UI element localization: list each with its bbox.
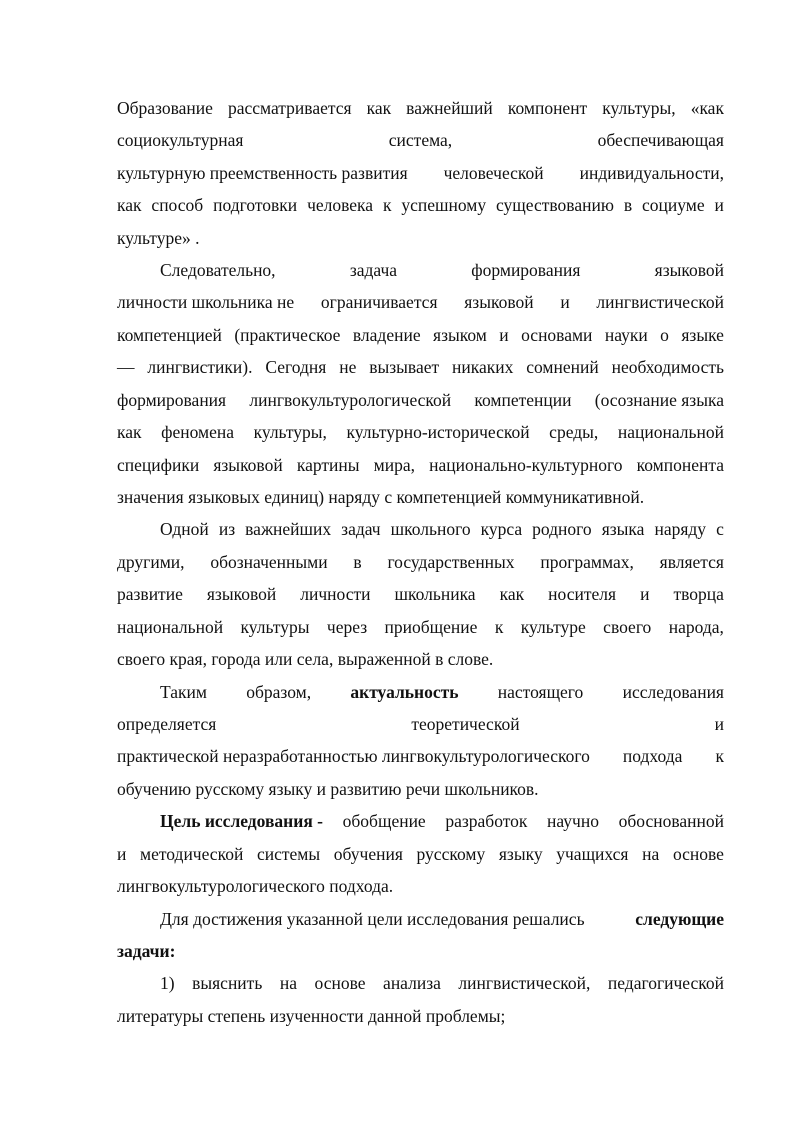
word: среды, xyxy=(549,422,599,442)
word: важнейших xyxy=(245,519,332,539)
word: задача xyxy=(349,260,398,280)
word: Сегодня xyxy=(265,357,327,377)
word: задач xyxy=(341,519,381,539)
word: языковой xyxy=(464,292,534,312)
word: национально-культурного xyxy=(429,455,623,475)
paragraph-3-line-4 xyxy=(117,616,724,638)
paragraph-2-line-4 xyxy=(117,356,724,378)
word: и xyxy=(560,292,570,312)
word: к xyxy=(715,746,724,766)
word: на xyxy=(279,973,297,993)
paragraph-6-line-2 xyxy=(117,940,724,962)
word: культурную преемственность развития xyxy=(117,163,408,183)
word: культуре xyxy=(520,617,586,637)
word: культуры, xyxy=(602,98,676,118)
word: мира, xyxy=(373,455,415,475)
word: и xyxy=(714,714,724,734)
word: и xyxy=(117,844,127,864)
paragraph-4-line-3 xyxy=(117,745,724,767)
word: своего края, города или села, выраженной в слове. xyxy=(117,649,494,669)
word: обучения xyxy=(333,844,403,864)
word: наряду xyxy=(654,519,707,539)
word: в xyxy=(353,552,362,572)
word: человеческой xyxy=(443,163,544,183)
word: культуры, xyxy=(253,422,327,442)
paragraph-1-line-3 xyxy=(117,162,724,184)
word: формирования xyxy=(117,390,227,410)
word: языковой xyxy=(206,584,277,604)
word: о xyxy=(660,325,669,345)
word: культурно-исторической xyxy=(346,422,530,442)
word: определяется xyxy=(117,714,217,734)
word: лингвокультурологической xyxy=(249,390,452,410)
word: не xyxy=(339,357,357,377)
paragraph-5-line-1 xyxy=(160,810,724,832)
word: основе xyxy=(672,844,724,864)
word: Таким xyxy=(160,682,207,702)
word: из xyxy=(218,519,236,539)
word: науки xyxy=(604,325,648,345)
paragraph-2-line-7 xyxy=(117,454,724,476)
paragraph-4-line-4 xyxy=(117,778,724,800)
paragraph-1-line-2 xyxy=(117,129,724,151)
word: сомнений xyxy=(526,357,599,377)
word: государственных xyxy=(387,552,515,572)
word: ограничивается xyxy=(320,292,438,312)
word: языке xyxy=(681,325,724,345)
word: социуме xyxy=(641,195,705,215)
word: творца xyxy=(673,584,724,604)
word: исследования xyxy=(622,682,724,702)
keyword-following: следующие xyxy=(635,909,724,929)
word: в xyxy=(623,195,633,215)
keyword-research-goal: Цель исследования - xyxy=(160,811,324,831)
word: языка xyxy=(601,519,645,539)
word: личности xyxy=(300,584,371,604)
word: система, xyxy=(388,130,453,150)
paragraph-2-line-1 xyxy=(160,259,724,281)
paragraph-1-line-5 xyxy=(117,227,724,249)
word: системы xyxy=(256,844,321,864)
word: образом, xyxy=(246,682,312,702)
word: компетенцией xyxy=(117,325,222,345)
word: настоящего xyxy=(497,682,584,702)
paragraph-5-line-2 xyxy=(117,843,724,865)
word: формирования xyxy=(471,260,581,280)
word: социокультурная xyxy=(117,130,244,150)
word: картины xyxy=(296,455,360,475)
word: подготовки xyxy=(213,195,298,215)
word: языком xyxy=(433,325,487,345)
word: лингвистики). xyxy=(147,357,253,377)
paragraph-2-line-2 xyxy=(117,291,724,313)
paragraph-3-line-3 xyxy=(117,583,724,605)
word: и xyxy=(640,584,650,604)
word: к xyxy=(382,195,392,215)
word: языку xyxy=(498,844,543,864)
paragraph-6-line-1 xyxy=(160,908,724,930)
word: личности школьника не xyxy=(117,292,295,312)
word: носителя xyxy=(548,584,617,604)
paragraph-4-line-1 xyxy=(160,681,724,703)
word: 1) xyxy=(160,973,175,993)
word: лингвистической xyxy=(596,292,724,312)
word: вызывает xyxy=(369,357,440,377)
word: с xyxy=(716,519,724,539)
paragraph-4-line-2 xyxy=(117,713,724,735)
word: важнейший xyxy=(406,98,493,118)
word: успешному xyxy=(401,195,487,215)
word: — xyxy=(117,357,135,377)
word: Следовательно, xyxy=(160,260,276,280)
word: Образование xyxy=(117,98,213,118)
word: обеспечивающая xyxy=(597,130,724,150)
paragraph-1-line-4 xyxy=(117,194,724,216)
word: обобщение xyxy=(342,811,426,831)
word: родного xyxy=(532,519,592,539)
word: педагогической xyxy=(607,973,724,993)
word: научно xyxy=(547,811,599,831)
word: как xyxy=(117,195,142,215)
word: значения языковых единиц) наряду с компетенцией коммуникативной. xyxy=(117,487,645,507)
word: Для достижения указанной цели исследования решались xyxy=(160,909,585,929)
word: приобщение xyxy=(384,617,478,637)
word: как xyxy=(366,98,392,118)
word: феномена xyxy=(161,422,234,442)
word: другими, xyxy=(117,552,185,572)
word: и xyxy=(499,325,509,345)
word: курса xyxy=(480,519,523,539)
word: лингвистической, xyxy=(458,973,591,993)
word: обоснованной xyxy=(618,811,724,831)
paragraph-2-line-3 xyxy=(117,324,724,346)
word: обозначенными xyxy=(210,552,328,572)
word: языковой xyxy=(213,455,283,475)
word: разработок xyxy=(445,811,528,831)
word: специфики xyxy=(117,455,200,475)
word: литературы степень изученности данной проблемы; xyxy=(117,1006,506,1026)
word: национальной xyxy=(117,617,224,637)
paragraph-5-line-3 xyxy=(117,875,724,897)
word: через xyxy=(326,617,368,637)
paragraph-7-line-2 xyxy=(117,1005,724,1027)
word: учащихся xyxy=(556,844,629,864)
word: к xyxy=(494,617,504,637)
word: способ xyxy=(151,195,204,215)
paragraph-3-line-2 xyxy=(117,551,724,573)
word: культуры xyxy=(240,617,310,637)
word: развитие xyxy=(117,584,183,604)
word: выяснить xyxy=(192,973,263,993)
word: и xyxy=(714,195,724,215)
word: человека xyxy=(307,195,374,215)
word: на xyxy=(642,844,660,864)
word: анализа xyxy=(383,973,441,993)
paragraph-3-line-1 xyxy=(160,518,724,540)
word: индивидуальности, xyxy=(579,163,724,183)
word: как xyxy=(499,584,525,604)
word: владение xyxy=(352,325,421,345)
paragraph-2-line-5 xyxy=(117,389,724,411)
word: подхода xyxy=(622,746,683,766)
word: методической xyxy=(140,844,244,864)
word: русскому xyxy=(416,844,486,864)
word: языковой xyxy=(654,260,724,280)
paragraph-3-line-5 xyxy=(117,648,724,670)
word: (практическое xyxy=(234,325,341,345)
word: рассматривается xyxy=(227,98,352,118)
word: программах, xyxy=(540,552,634,572)
word: «как xyxy=(690,98,724,118)
word: национальной xyxy=(617,422,724,442)
word: как xyxy=(117,422,142,442)
word: компонента xyxy=(636,455,724,475)
word: теоретической xyxy=(411,714,520,734)
word: основами xyxy=(521,325,593,345)
word: школьника xyxy=(394,584,476,604)
word: обучению русскому языку и развитию речи школьников. xyxy=(117,779,539,799)
paragraph-7-line-1 xyxy=(160,972,724,994)
word: своего xyxy=(603,617,652,637)
word: существованию xyxy=(496,195,614,215)
word: лингвокультурологического подхода. xyxy=(117,876,394,896)
word: является xyxy=(659,552,724,572)
word: никаких xyxy=(452,357,514,377)
word: школьного xyxy=(390,519,471,539)
keyword-relevance: актуальность xyxy=(350,682,459,702)
paragraph-1-line-1 xyxy=(117,97,724,119)
word: (осознание языка xyxy=(594,390,724,410)
word: компонент xyxy=(507,98,588,118)
paragraph-2-line-6 xyxy=(117,421,724,443)
word: Одной xyxy=(160,519,209,539)
paragraph-2-line-8 xyxy=(117,486,724,508)
word: культуре» . xyxy=(117,228,200,248)
word: необходимость xyxy=(611,357,724,377)
keyword-tasks: задачи: xyxy=(117,941,176,961)
word: народа, xyxy=(668,617,724,637)
word: практической неразработанностью лингвокультурологического xyxy=(117,746,590,766)
word: основе xyxy=(314,973,366,993)
word: компетенции xyxy=(474,390,572,410)
